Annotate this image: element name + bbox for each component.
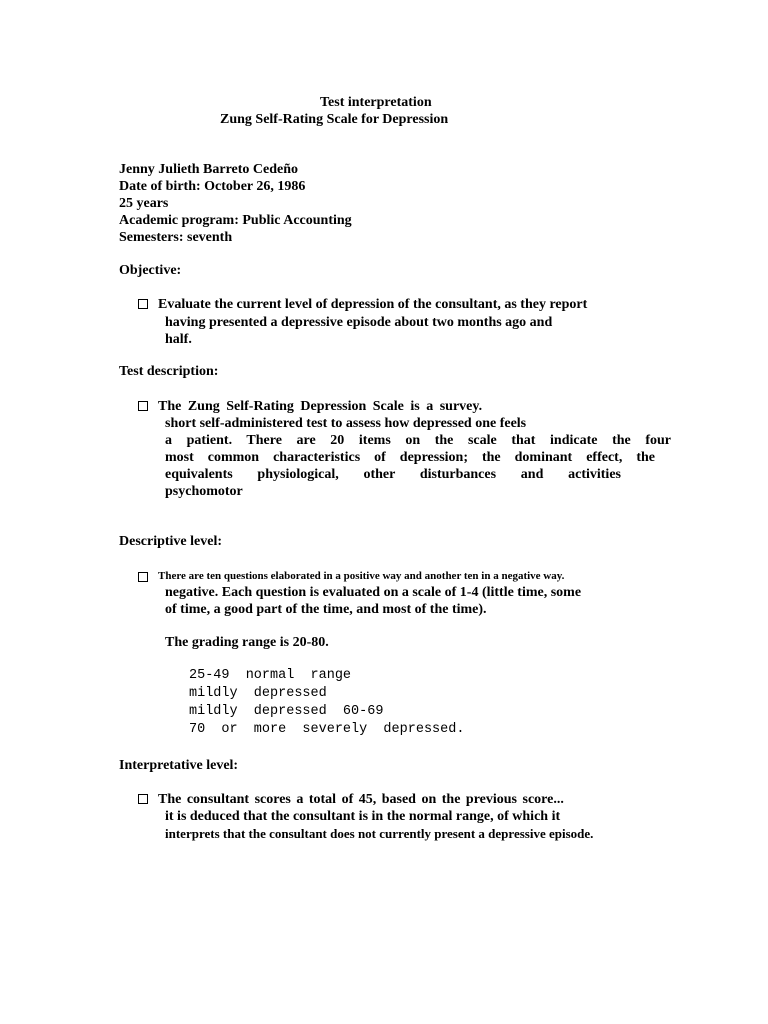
objective-line: Evaluate the current level of depression of the consultant, as they report <box>158 297 588 312</box>
objective-heading: Objective: <box>119 263 182 278</box>
objective-continuation <box>165 314 552 348</box>
person-semesters: Semesters: seventh <box>119 230 233 245</box>
bullet-box-icon <box>138 299 148 309</box>
range-item: mildly depressed 60-69 <box>189 704 384 719</box>
objective-bullet <box>158 296 587 313</box>
range-list <box>189 667 464 739</box>
person-name: Jenny Julieth Barreto Cedeño <box>119 162 299 177</box>
description-line: equivalents physiological, other disturbances and activities <box>165 467 621 482</box>
person-program: Academic program: Public Accounting <box>119 213 352 228</box>
interpretative-line: The consultant scores a total of 45, based on the previous score... <box>158 792 564 807</box>
descriptive-line: There are ten questions elaborated in a positive way and another ten in a negative way. <box>158 570 565 582</box>
interpretative-line: it is deduced that the consultant is in the normal range, of which it <box>165 809 561 824</box>
description-line: The Zung Self-Rating Depression Scale is a survey. <box>158 399 483 414</box>
description-bullet <box>158 398 482 415</box>
person-age: 25 years <box>119 196 169 211</box>
description-line: short self-administered test to assess how depressed one feels <box>165 416 527 431</box>
range-item: 25-49 normal range <box>189 668 352 683</box>
range-item: 70 or more severely depressed. <box>189 722 465 737</box>
grading-range-text: The grading range is 20-80. <box>165 635 329 650</box>
descriptive-continuation <box>165 584 581 618</box>
descriptive-bullet <box>158 569 564 583</box>
interpretative-bullet <box>158 791 564 808</box>
description-line: most common characteristics of depression; the dominant effect, the <box>165 450 655 465</box>
descriptive-line: of time, a good part of the time, and most of the time). <box>165 602 487 617</box>
description-line: a patient. There are 20 items on the scale that indicate the four <box>165 433 671 448</box>
document-title: Test interpretation <box>320 95 432 110</box>
person-info <box>119 161 352 246</box>
objective-line: having presented a depressive episode about two months ago and <box>165 315 553 330</box>
bullet-box-icon <box>138 572 148 582</box>
range-item: mildly depressed <box>189 686 327 701</box>
interpretative-continuation <box>165 808 593 842</box>
document-subtitle: Zung Self-Rating Scale for Depression <box>220 112 449 127</box>
bullet-box-icon <box>138 794 148 804</box>
interpretative-heading: Interpretative level: <box>119 758 239 773</box>
objective-line: half. <box>165 332 192 347</box>
person-dob: Date of birth: October 26, 1986 <box>119 179 306 194</box>
descriptive-heading: Descriptive level: <box>119 534 223 549</box>
description-heading: Test description: <box>119 364 219 379</box>
interpretative-line: interprets that the consultant does not currently present a depressive episode. <box>165 826 594 841</box>
descriptive-line: negative. Each question is evaluated on a scale of 1-4 (little time, some <box>165 585 582 600</box>
bullet-box-icon <box>138 401 148 411</box>
description-line: psychomotor <box>165 484 243 499</box>
description-continuation <box>165 415 671 500</box>
